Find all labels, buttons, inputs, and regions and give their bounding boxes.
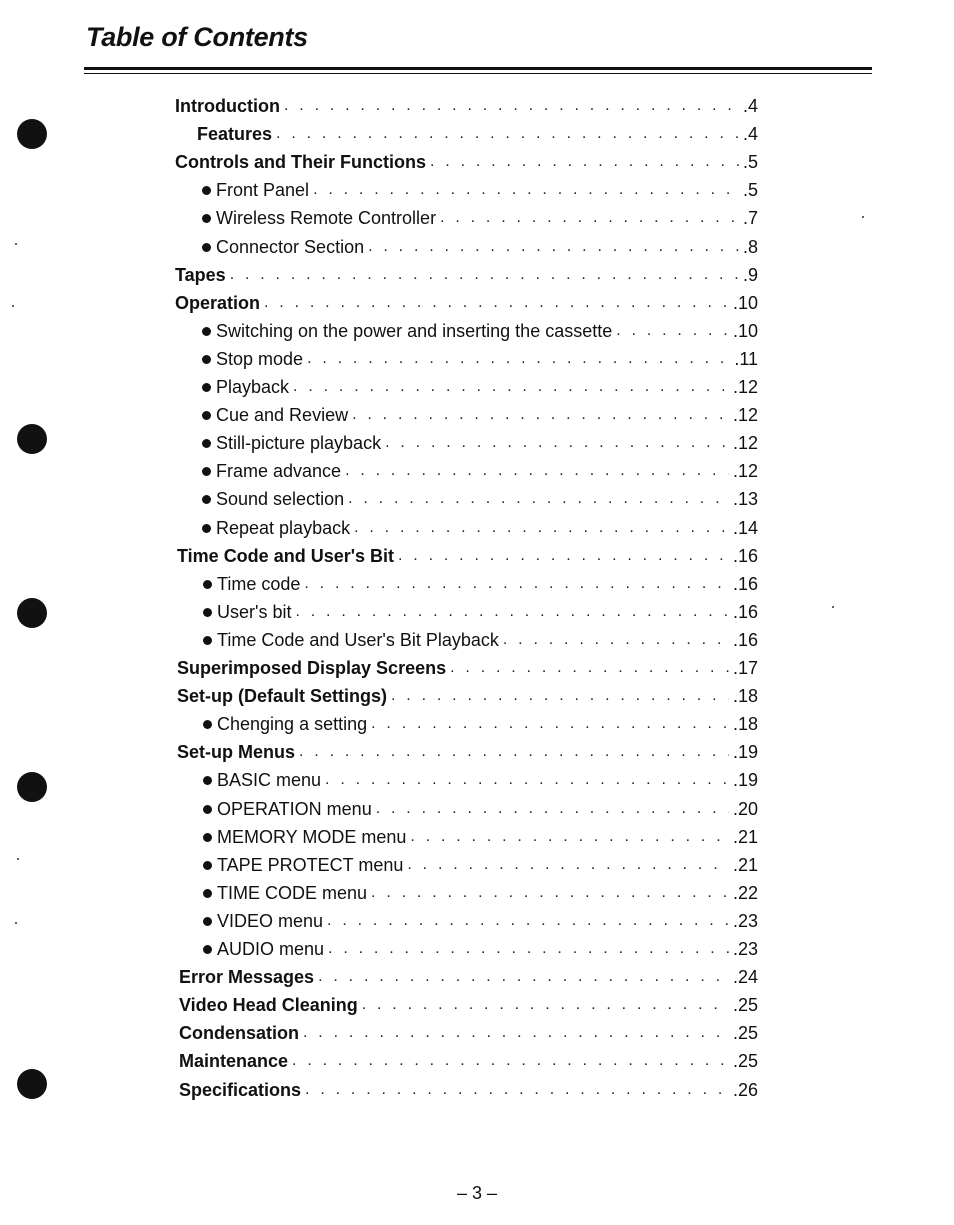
- toc-entry-page: .25: [732, 1051, 758, 1072]
- dot-leader: [348, 485, 729, 513]
- punch-hole: [17, 119, 47, 149]
- bullet-icon: [203, 608, 212, 617]
- toc-entry-text: VIDEO menu: [217, 910, 324, 931]
- toc-entry: [202, 485, 758, 513]
- dot-leader: [325, 766, 729, 794]
- toc-entry-label: [177, 738, 295, 766]
- toc-entry-label: [175, 92, 280, 120]
- toc-entry-page: .18: [732, 714, 758, 735]
- toc-entry-label: [175, 148, 426, 176]
- toc-entry-page: .12: [732, 405, 758, 426]
- scan-speck: [832, 606, 834, 608]
- toc-entry: [179, 991, 758, 1019]
- toc-entry-page: .14: [732, 517, 758, 538]
- toc-entry-label: [202, 345, 303, 373]
- dot-leader: [368, 233, 739, 261]
- toc-entry-page: .19: [732, 770, 758, 791]
- scan-speck: [17, 858, 19, 860]
- toc-entry-page: .11: [734, 348, 758, 369]
- toc-entry-text: Set-up Menus: [177, 742, 296, 763]
- toc-entry: [203, 570, 758, 598]
- bullet-icon: [203, 805, 212, 814]
- toc-entry-label: [202, 176, 309, 204]
- toc-entry: [175, 261, 758, 289]
- toc-entry-text: Condensation: [179, 1023, 299, 1044]
- bullet-icon: [203, 889, 212, 898]
- dot-leader: [230, 261, 739, 289]
- toc-entry-text: Set-up (Default Settings): [177, 686, 387, 707]
- toc-entry: [203, 823, 758, 851]
- dot-leader: [362, 991, 729, 1019]
- toc-entry-text: Introduction: [175, 96, 280, 116]
- dot-leader: [327, 907, 729, 935]
- toc-entry: [177, 654, 758, 682]
- toc-entry: [202, 317, 758, 345]
- dot-leader: [307, 345, 730, 373]
- dot-leader: [295, 598, 729, 626]
- toc-entry-page: .9: [742, 264, 758, 285]
- dot-leader: [385, 429, 729, 457]
- bullet-icon: [203, 861, 212, 870]
- bullet-icon: [203, 776, 212, 785]
- toc-entry-page: .25: [732, 1023, 758, 1044]
- dot-leader: [450, 654, 729, 682]
- toc-entry-text: BASIC menu: [217, 770, 322, 791]
- toc-entry-label: [203, 598, 291, 626]
- toc-entry-page: .12: [732, 377, 758, 397]
- toc-entry-page: .10: [732, 320, 758, 341]
- bullet-icon: [202, 411, 211, 420]
- toc-entry-page: .5: [742, 152, 758, 173]
- toc-entry-text: Tapes: [175, 264, 226, 285]
- toc-entry-text: Stop mode: [216, 348, 304, 369]
- toc-entry-label: [202, 457, 341, 485]
- toc-entry: [203, 879, 758, 907]
- toc-entry: [175, 92, 758, 120]
- toc-entry-text: Frame advance: [216, 461, 342, 482]
- toc-entry: [202, 429, 758, 457]
- toc-entry-page: .16: [732, 629, 758, 650]
- toc-entry-text: AUDIO menu: [217, 939, 325, 959]
- dot-leader: [318, 963, 729, 991]
- toc-entry-text: TAPE PROTECT menu: [217, 854, 404, 875]
- scan-speck: [12, 305, 14, 307]
- toc-entry-page: .7: [742, 208, 758, 229]
- bullet-icon: [202, 383, 211, 392]
- toc-entry-text: Front Panel: [216, 180, 310, 201]
- toc-entry-label: [177, 654, 446, 682]
- toc-entry-label: [179, 991, 358, 1019]
- dot-leader: [398, 542, 729, 570]
- toc-entry-page: .23: [732, 910, 758, 931]
- toc-entry: [179, 1019, 758, 1047]
- toc-entry-label: [203, 823, 406, 851]
- toc-entry-page: .8: [742, 236, 758, 257]
- toc-entry-label: [203, 935, 324, 963]
- toc-entry-text: OPERATION menu: [217, 798, 372, 819]
- toc-entry-page: .17: [732, 658, 758, 678]
- toc-entry-label: [203, 907, 323, 935]
- toc-entry-label: [175, 261, 226, 289]
- dot-leader: [276, 120, 739, 148]
- dot-leader: [376, 795, 729, 823]
- dot-leader: [299, 738, 729, 766]
- toc-entry-label: [202, 485, 344, 513]
- punch-hole: [17, 598, 47, 628]
- toc-entry-text: Error Messages: [179, 967, 315, 988]
- toc-entry-text: Operation: [175, 292, 261, 313]
- dot-leader: [292, 1047, 729, 1075]
- toc-entry-page: .12: [732, 433, 758, 454]
- toc-entry: [203, 766, 758, 794]
- toc-entry: [202, 345, 758, 373]
- toc-entry-page: .4: [742, 124, 758, 145]
- toc-entry-label: [202, 373, 289, 401]
- toc-entry: [175, 148, 758, 176]
- toc-entry: [202, 176, 758, 204]
- toc-entry: [203, 795, 758, 823]
- toc-entry-text: Chenging a setting: [217, 714, 368, 735]
- dot-leader: [264, 289, 729, 317]
- title-rule-thick: [84, 67, 872, 70]
- page-title: Table of Contents: [86, 22, 308, 52]
- toc-entry: [202, 457, 758, 485]
- toc-entry: [179, 963, 758, 991]
- toc-entry-label: [177, 682, 387, 710]
- dot-leader: [407, 851, 729, 879]
- toc-entry-page: .16: [732, 573, 758, 594]
- toc-entry: [177, 542, 758, 570]
- toc-entry-page: .19: [732, 742, 758, 763]
- dot-leader: [303, 1019, 729, 1047]
- bullet-icon: [203, 636, 212, 645]
- toc-entry-page: .16: [732, 545, 758, 566]
- scan-speck: [15, 243, 17, 245]
- dot-leader: [313, 176, 739, 204]
- dot-leader: [503, 626, 729, 654]
- toc-entry-text: Controls and Their Functions: [175, 152, 426, 173]
- toc-entry-text: Time Code and User's Bit Playback: [217, 629, 499, 650]
- toc-entry-page: .23: [732, 939, 758, 959]
- toc-entry-page: .26: [732, 1079, 758, 1100]
- toc-entry-label: [203, 795, 372, 823]
- toc-entry-label: [179, 1076, 301, 1104]
- toc-entry-label: [202, 514, 350, 542]
- toc-entry-label: [202, 429, 381, 457]
- toc-entry-text: Superimposed Display Screens: [177, 658, 447, 678]
- dot-leader: [354, 514, 729, 542]
- toc-entry-label: [203, 879, 367, 907]
- toc-entry-text: Time code: [217, 573, 301, 594]
- dot-leader: [328, 935, 729, 963]
- toc-entry-text: Still-picture playback: [216, 433, 382, 454]
- toc-entry-page: .13: [732, 489, 758, 510]
- toc-entry: [203, 626, 758, 654]
- dot-leader: [391, 682, 729, 710]
- toc-entry-text: User's bit: [217, 601, 292, 622]
- dot-leader: [616, 317, 729, 345]
- dot-leader: [293, 373, 729, 401]
- scan-speck: [862, 216, 864, 218]
- dot-leader: [430, 148, 739, 176]
- bullet-icon: [203, 580, 212, 589]
- toc-entry-text: Switching on the power and inserting the cassette: [216, 320, 613, 341]
- bullet-icon: [202, 327, 211, 336]
- toc-entry-label: [203, 710, 367, 738]
- punch-hole: [17, 424, 47, 454]
- toc-entry-text: Sound selection: [216, 489, 345, 510]
- bullet-icon: [202, 243, 211, 252]
- page-number: – 3 –: [456, 1183, 498, 1203]
- toc-entry-page: .20: [732, 798, 758, 819]
- toc-entry-text: Features: [197, 124, 273, 145]
- toc-entry-label: [202, 401, 348, 429]
- toc-entry: [179, 1076, 758, 1104]
- toc-entry-page: .24: [732, 967, 758, 988]
- toc-entry-text: Specifications: [179, 1079, 302, 1100]
- scan-speck: [15, 922, 17, 924]
- toc-entry: [202, 373, 758, 401]
- bullet-icon: [202, 524, 211, 533]
- punch-hole: [17, 1069, 47, 1099]
- toc-entry-page: .21: [732, 826, 758, 847]
- toc-entry-page: .25: [732, 995, 758, 1016]
- bullet-icon: [202, 214, 211, 223]
- toc-entry: [203, 907, 758, 935]
- title-rule-thin: [84, 73, 872, 74]
- bullet-icon: [202, 467, 211, 476]
- toc-entry: [202, 401, 758, 429]
- toc-entry: [202, 233, 758, 261]
- toc-entry-page: .10: [732, 292, 758, 313]
- toc-entry-text: MEMORY MODE menu: [217, 826, 407, 847]
- toc-entry-label: [179, 1047, 288, 1075]
- toc-entry: [179, 1047, 758, 1075]
- toc-entry-page: .18: [732, 686, 758, 707]
- dot-leader: [371, 879, 729, 907]
- toc-entry: [202, 204, 758, 232]
- punch-hole: [17, 772, 47, 802]
- toc-entry-label: [177, 542, 394, 570]
- toc-entry-label: [202, 233, 364, 261]
- toc-entry-page: .21: [732, 854, 758, 875]
- toc-entry-page: .4: [742, 96, 758, 116]
- toc-entry-text: Connector Section: [216, 236, 365, 257]
- bullet-icon: [202, 186, 211, 195]
- toc-entry: [177, 738, 758, 766]
- toc-entry-label: [203, 851, 403, 879]
- bullet-icon: [203, 720, 212, 729]
- toc-entry-label: [179, 963, 314, 991]
- toc-entry: [203, 710, 758, 738]
- toc-entry-page: .22: [732, 882, 758, 903]
- toc-entry: [175, 289, 758, 317]
- toc-entry: [203, 851, 758, 879]
- dot-leader: [304, 570, 729, 598]
- toc-entry-text: Repeat playback: [216, 517, 351, 538]
- toc-entry: [202, 514, 758, 542]
- dot-leader: [410, 823, 729, 851]
- toc-entry-page: .5: [742, 180, 758, 201]
- dot-leader: [305, 1076, 729, 1104]
- dot-leader: [440, 204, 739, 232]
- toc-entry-text: Cue and Review: [216, 405, 349, 426]
- toc-entry: [203, 598, 758, 626]
- toc-entry-text: Video Head Cleaning: [179, 995, 358, 1016]
- toc-entry-label: [203, 626, 499, 654]
- toc-entry-label: [197, 120, 272, 148]
- toc-entry-label: [179, 1019, 299, 1047]
- toc-entry-page: .16: [732, 601, 758, 622]
- toc-entry-label: [203, 766, 321, 794]
- toc-entry: [197, 120, 758, 148]
- dot-leader: [352, 401, 729, 429]
- toc-entry-text: Maintenance: [179, 1051, 289, 1072]
- dot-leader: [284, 92, 739, 120]
- bullet-icon: [203, 917, 212, 926]
- toc-entry-text: Playback: [216, 377, 290, 397]
- toc-entry-text: TIME CODE menu: [217, 882, 368, 903]
- bullet-icon: [202, 355, 211, 364]
- toc-entry-label: [175, 289, 260, 317]
- bullet-icon: [202, 439, 211, 448]
- bullet-icon: [202, 495, 211, 504]
- bullet-icon: [203, 833, 212, 842]
- dot-leader: [371, 710, 729, 738]
- toc-entry-label: [202, 204, 436, 232]
- toc-entry-label: [203, 570, 300, 598]
- bullet-icon: [203, 945, 212, 954]
- toc-entry-text: Time Code and User's Bit: [177, 545, 395, 566]
- dot-leader: [345, 457, 729, 485]
- toc-entry-page: .12: [732, 461, 758, 482]
- toc-entry-label: [202, 317, 612, 345]
- toc-entry: [177, 682, 758, 710]
- toc-entry-text: Wireless Remote Controller: [216, 208, 437, 229]
- toc-entry: [203, 935, 758, 963]
